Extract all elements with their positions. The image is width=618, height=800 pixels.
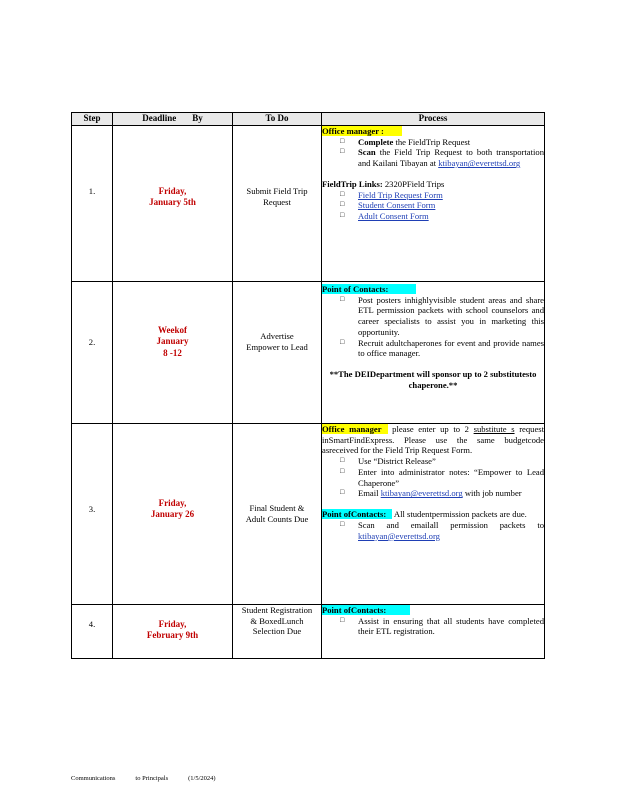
header-process: Process [322,113,545,126]
table-header-row [72,113,545,126]
step-number: 4. [72,605,113,659]
list-item: □ Enter into administrator notes: “Empower to Lead Chaperone” [340,467,544,488]
table-row [72,126,545,282]
office-manager-label: Office manager [322,424,388,434]
header-deadline: Deadline By [113,113,233,126]
deadline-cell: Friday, February 9th [113,605,233,659]
table-row [72,282,545,424]
list-item: □ Recruit adultchaperones for event and provide names to office manager. [340,338,544,359]
list-item: □ Assist in ensuring that all students have completed their ETL registration. [340,616,544,637]
step-number: 2. [72,282,113,424]
deadline-cell: Friday, January 5th [113,126,233,282]
table-row [72,605,545,659]
table-row [72,424,545,605]
header-step: Step [72,113,113,126]
page-footer: Communications to Principals (1/5/2024) [71,775,216,782]
email-link[interactable]: ktibayan@everettsd.org [438,158,521,169]
point-of-contacts-label: Point ofContacts: [322,605,410,615]
deadline-cell: Friday, January 26 [113,424,233,605]
point-of-contacts-label: Point of Contacts: [322,284,416,294]
list-item [340,200,544,211]
header-todo: To Do [233,113,322,126]
step-number: 3. [72,424,113,605]
process-cell [322,282,545,424]
deadline-cell: Weekof January 8 -12 [113,282,233,424]
list-item [340,190,544,201]
email-link[interactable]: ktibayan@everettsd.org [358,530,440,541]
point-of-contacts-label: Point ofContacts: [322,509,392,519]
field-trip-request-link[interactable]: Field Trip Request Form [358,189,443,200]
student-consent-link[interactable]: Student Consent Form [358,200,436,211]
todo-cell: Submit Field Trip Request [233,126,322,282]
list-item: □ Complete the FieldTrip Request [340,137,544,148]
email-link[interactable]: ktibayan@everettsd.org [380,488,463,499]
sponsor-note: **The DEIDepartment will sponsor up to 2 substitutesto chaperone.** [329,369,537,390]
list-item: □ Scan the Field Trip Request to both transportation and Kailani Tibayan at ktibayan@everettsd.org [340,147,544,168]
list-item: □ Email ktibayan@everettsd.org with job number [340,488,544,499]
todo-cell: Final Student & Adult Counts Due [233,424,322,605]
step-number: 1. [72,126,113,282]
list-item: □ Post posters inhighlyvisible student areas and share ETL permission packets with school counselors and career specialists to assist you in marketing this opportunity. [340,295,544,338]
list-item: □ Use “District Release” [340,456,544,467]
process-cell: Office manager please enter up to 2 substitute s request inSmartFindExpress. Please use the same budgetcode asreceived for the Field Trip Request Form. □ Use “District Release” □ Enter into administrator notes: “Empower to Lead Chaperone” □ Email ktibayan@everettsd.org with job number Point ofContacts: All studentpermission packets are due. □ Scan and emailall permission packets to ktibayan@everettsd.org [322,424,545,605]
list-item [340,211,544,222]
process-cell [322,605,545,659]
todo-cell: Student Registration & BoxedLunch Selection Due [233,605,322,659]
process-cell: Office manager : □ Complete the FieldTrip Request □ Scan the Field Trip Request to both transportation and Kailani Tibayan at ktibayan@everettsd.org FieldTrip Links: 2320PField Trips □ Field Trip Request Form □ Student Consent Form □ Adult Consent Form [322,126,545,282]
list-item: □ Scan and emailall permission packets to ktibayan@everettsd.org [340,520,544,541]
steps-table [71,112,545,659]
office-manager-label: Office manager : [322,126,402,136]
adult-consent-link[interactable]: Adult Consent Form [358,211,429,222]
todo-cell: Advertise Empower to Lead [233,282,322,424]
